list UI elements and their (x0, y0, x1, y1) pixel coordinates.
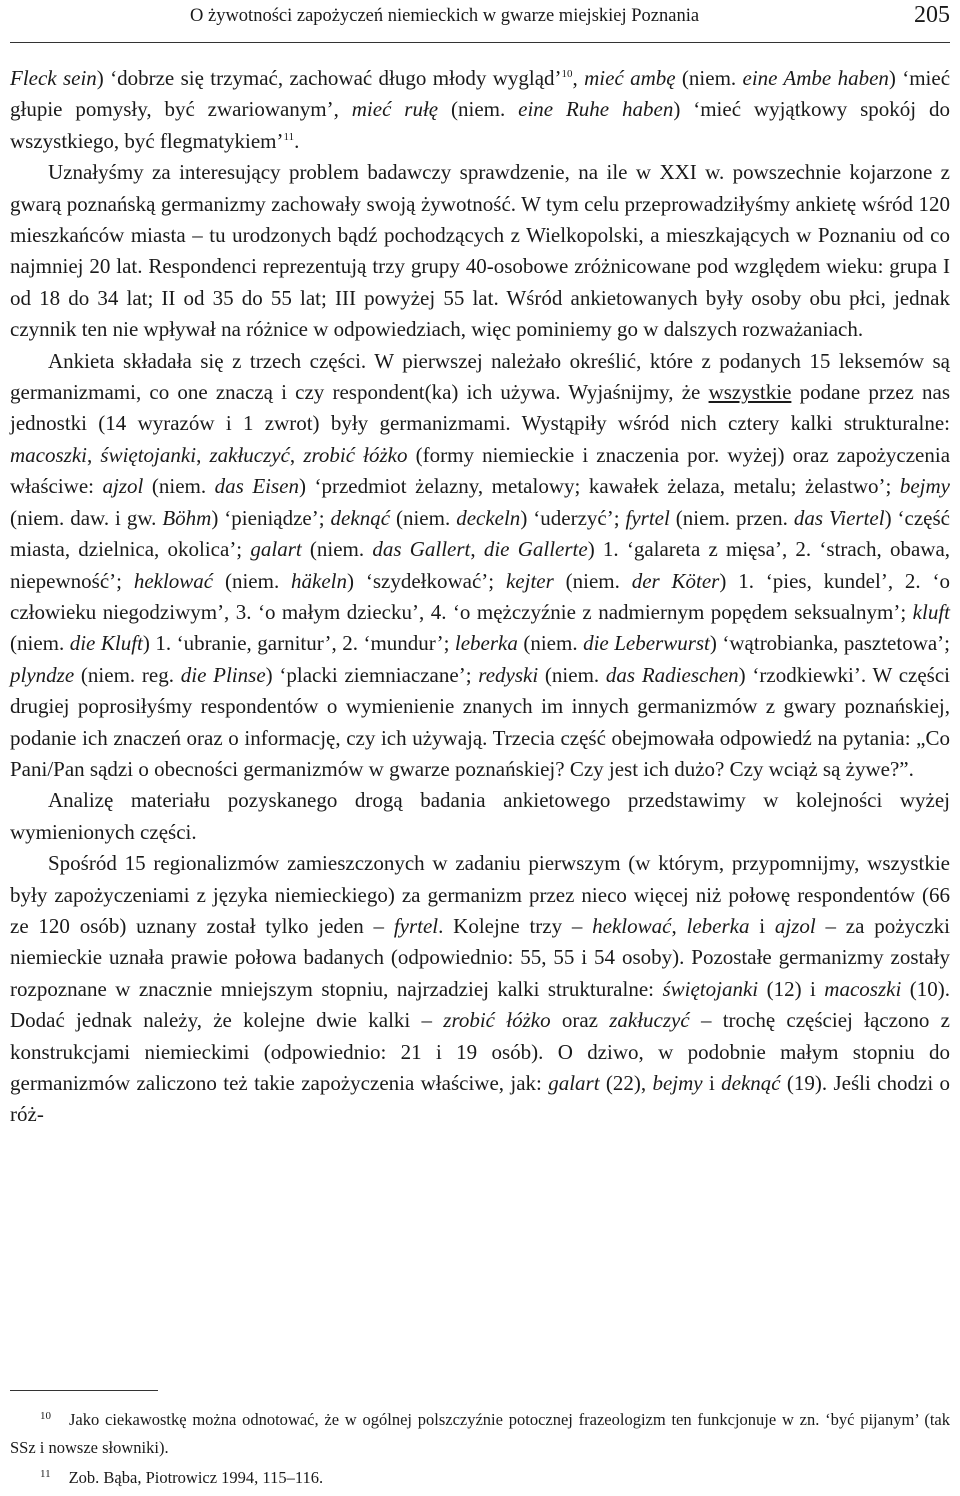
footnote-number: 11 (40, 1467, 51, 1480)
text-run: ) 1. ‘pies, kundel’, 2. ‘o człowieku niegodziwym’, 3. ‘o małym dziecku’, 4. ‘o mężczyźnie z nadmiernym popędem seksualnym’; (10, 568, 950, 624)
paragraph (10, 346, 950, 786)
text-run: , (289, 442, 304, 467)
text-run: (niem. (10, 631, 70, 656)
italic-term: macoszki (10, 442, 87, 467)
text-run: i (749, 913, 775, 938)
italic-term: kluft (912, 599, 950, 624)
text-run: (niem. (553, 568, 632, 593)
italic-term: kejter (505, 568, 554, 593)
footnote-separator (10, 1390, 158, 1391)
underlined-word: wszystkie (708, 380, 792, 405)
italic-term: das Viertel (793, 505, 885, 530)
footnote-number: 10 (40, 1409, 51, 1422)
text-run: (niem. (390, 505, 457, 530)
paragraph (10, 157, 950, 345)
text-run: ) ‘przedmiot żelazny, metalowy; kawałek żelaza, metalu; żelastwo’; (298, 474, 900, 499)
text-run: , (87, 442, 101, 467)
text-run: (19). Jeśli chodzi o róż- (10, 1071, 950, 1127)
italic-term: deknąć (721, 1071, 781, 1095)
footnote (10, 1406, 950, 1462)
italic-term: macoszki (824, 976, 902, 1001)
italic-term: bejmy (899, 474, 951, 499)
text-run: ) ‘rzodkiewki’. W części drugiej poprosiłyśmy respondentów o wymienienie znanych im innych germanizmów z gwary poznańskiej, podanie ich znaczeń oraz o informację, czy ich używają. Trzecia część obejmowała odpowiedź na pytania: „Co Pani/Pan sądzi o obecności germanizmów w gwarze poznańskiej? Czy jest ich dużo? Czy wciąż są żywe?”. (10, 662, 950, 781)
italic-term: redyski (478, 662, 539, 687)
footnote (10, 1464, 950, 1492)
italic-term: leberka (454, 631, 518, 656)
text-run: (niem. (143, 474, 215, 499)
text-run: . Kolejne trzy – (438, 913, 593, 938)
text-run: , (196, 442, 210, 467)
italic-term: mieć rułę (351, 97, 439, 122)
text-run: ) ‘szydełkować’; (347, 568, 506, 593)
header-rule (10, 42, 950, 43)
text-run: , (671, 913, 687, 938)
text-run: (12) i (758, 976, 825, 1001)
text-run: (niem. (301, 537, 373, 562)
text-run: (niem. (675, 66, 743, 90)
footnote-ref: 11 (283, 130, 295, 143)
italic-term: ajzol (774, 913, 816, 938)
text-run: – trochę częściej łączono z konstrukcjami niemieckimi (odpowiednio: 21 i 19 osób). O dziwo, w podobnie małym stopniu do germanizmów zaliczono też takie zapożyczenia właściwe, jak: (10, 1008, 950, 1095)
text-run: (niem. przen. (669, 505, 794, 530)
italic-term: leberka (686, 913, 750, 938)
text-run: (niem. (213, 568, 292, 593)
italic-term: plyndze (10, 662, 75, 687)
page-number: 205 (914, 2, 950, 28)
italic-term: die Plinse (180, 662, 266, 687)
italic-term: świętojanki (100, 442, 197, 467)
text-run: ) ‘pieniądze’; (211, 505, 331, 530)
text-run: . (294, 128, 300, 153)
italic-term: deckeln (456, 505, 521, 530)
text-run: Jako ciekawostkę można odnotować, że w ogólnej polszczyźnie potocznej frazeologizm ten funkcjonuje w zn. ‘być pijanym’ (tak SSz i nowsze słowniki). (10, 1410, 950, 1457)
text-run: (niem. (517, 631, 584, 656)
text-run: (niem. daw. i gw. (10, 505, 163, 530)
body-text (10, 63, 950, 1131)
text-run: (22), (599, 1071, 653, 1095)
text-run: Zob. Bąba, Piotrowicz 1994, 115–116. (68, 1468, 324, 1487)
italic-term: świętojanki (662, 976, 759, 1001)
italic-term: zakłuczyć (209, 442, 290, 467)
text-run: (niem. (538, 662, 606, 687)
italic-term: der Köter (631, 568, 720, 593)
italic-term: Fleck sein (10, 66, 97, 90)
italic-term: heklować (133, 568, 214, 593)
italic-term: zrobić łóżko (303, 442, 408, 467)
text-run: Spośród 15 regionalizmów zamieszczonych w zadaniu pierwszym (w którym, przypomnijmy, wszystkie były zapożyczeniami z języka niemieckiego) za germanizm przez nieco więcej niż połowę respondentów (66 ze 120 osób) uznany został tylko jeden – (10, 851, 950, 938)
text-run: – za pożyczki niemieckie uznała prawie połowa badanych (odpowiednio: 55, 55 i 54 osoby). Pozostałe germanizmy zostały rozpoznane w znacznie mniejszym stopniu, najrzadziej kalki strukturalne: (10, 913, 951, 1001)
text-run: (formy niemieckie i znaczenia por. wyżej) oraz zapożyczenia właściwe: (10, 442, 951, 499)
italic-term: das Eisen (214, 474, 299, 499)
text-run: , (572, 66, 585, 90)
italic-term: zrobić łóżko (443, 1008, 551, 1033)
text-run: Analizę materiału pozyskanego drogą badania ankietowego przedstawimy w kolejności wyżej wymienionych części. (10, 788, 950, 844)
italic-term: das Radieschen (605, 662, 739, 687)
italic-term: zakłuczyć (609, 1008, 690, 1033)
footnote-ref: 10 (561, 68, 573, 80)
italic-term: fyrtel (625, 505, 670, 530)
paragraph (10, 848, 950, 1131)
text-run: (niem. (438, 97, 519, 122)
text-run: ) 1. ‘galareta z mięsa’, 2. ‘strach, obawa, niepewność’; (10, 537, 951, 593)
page-header (10, 0, 950, 40)
running-title: O żywotności zapożyczeń niemieckich w gwarze miejskiej Poznania (190, 6, 700, 26)
italic-term: das Gallert (372, 537, 471, 562)
text-run: ) ‘mieć głupie pomysły, być zwariowanym’, (10, 66, 951, 122)
italic-term: galart (250, 537, 302, 562)
italic-term: mieć ambę (584, 66, 676, 90)
text-run: i (702, 1071, 722, 1095)
text-run: (10). Dodać jednak należy, że kolejne dwie kalki – (10, 976, 950, 1033)
italic-term: die Leberwurst (583, 631, 710, 656)
footnotes (10, 1406, 950, 1492)
text-run: ) ‘wątrobianka, pasztetowa’; (709, 631, 951, 656)
text-run: , (470, 537, 484, 562)
text-run: ) ‘część miasta, dzielnica, okolica’; (10, 505, 950, 562)
italic-term: galart (548, 1071, 600, 1095)
text-run: ) ‘placki ziemniaczane’; (265, 662, 479, 687)
paragraph (10, 785, 950, 848)
paragraph (10, 63, 950, 157)
italic-term: häkeln (291, 568, 348, 593)
text-run: (niem. reg. (74, 662, 181, 687)
italic-term: deknąć (330, 505, 391, 530)
text-run: podane przez nas jednostki (14 wyrazów i 1 zwrot) były germanizmami. Wystąpiły wśród nich cztery kalki strukturalne: (10, 380, 951, 436)
italic-term: bejmy (652, 1071, 703, 1095)
italic-term: fyrtel (393, 913, 439, 938)
text-run: Uznałyśmy za interesujący problem badawczy sprawdzenie, na ile w XXI w. powszechnie kojarzone z gwarą poznańską germanizmy zachowały swoją żywotność. W tym celu przeprowadziłyśmy ankietę wśród 120 mieszkańców miasta – tu urodzonych bądź pochodzących z Wielkopolski, a mieszkających w Poznaniu od co najmniej 20 lat. Respondenci reprezentują trzy grupy 40-osobowe zróżnicowane pod względem wieku: grupa I od 18 do 34 lat; II od 35 do 55 lat; III powyżej 55 lat. Wśród ankietowanych były osoby obu płci, jednak czynnik ten nie wpływał na różnice w odpowiedziach, więc pominiemy go w dalszych rozważaniach. (10, 160, 950, 342)
text-run: ) 1. ‘ubranie, garnitur’, 2. ‘mundur’; (142, 631, 455, 656)
italic-term: eine Ambe haben (742, 66, 889, 90)
text-run: ) ‘mieć wyjątkowy spokój do wszystkiego, być flegmatykiem’ (10, 97, 950, 153)
italic-term: die Gallerte (483, 537, 588, 562)
text-run: ) ‘uderzyć’; (520, 505, 626, 530)
italic-term: Böhm (162, 505, 212, 530)
text-run: oraz (550, 1008, 610, 1033)
italic-term: ajzol (102, 474, 144, 499)
text-run: Ankieta składała się z trzech części. W pierwszej należało określić, które z podanych 15 leksemów są germanizmami, co one znaczą i czy respondent(ka) ich używa. Wyjaśnijmy, że (10, 348, 950, 405)
text-run: ) ‘dobrze się trzymać, zachować długo młody wygląd’ (96, 66, 562, 90)
italic-term: eine Ruhe haben (518, 97, 674, 122)
italic-term: heklować (592, 913, 672, 938)
italic-term: die Kluft (69, 631, 143, 656)
